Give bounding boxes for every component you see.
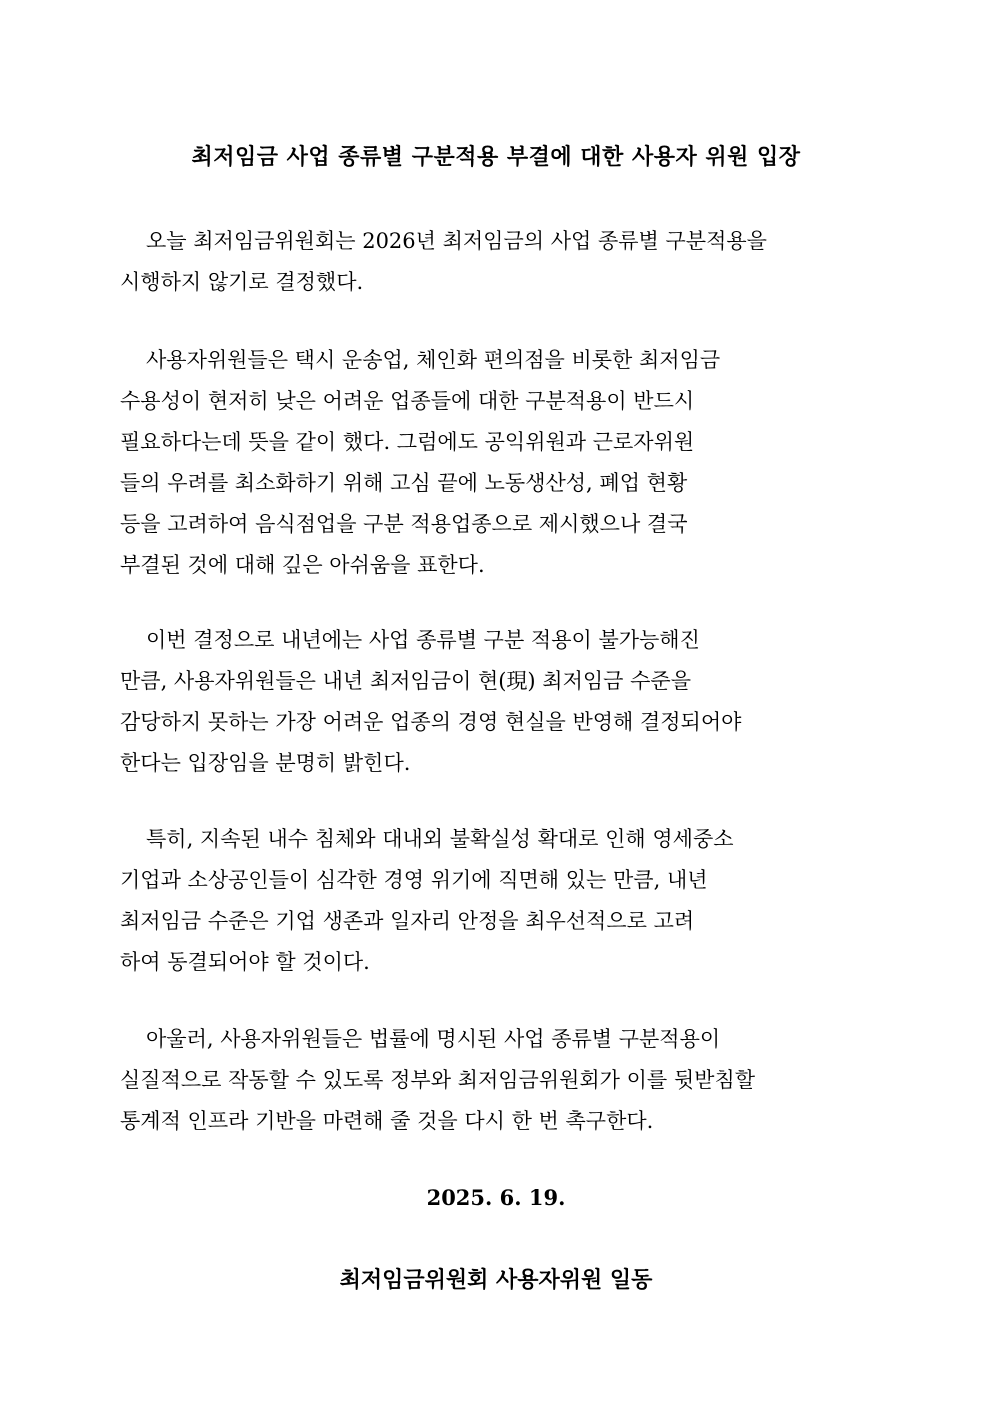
paragraph-line: 통계적 인프라 기반을 마련해 줄 것을 다시 한 번 촉구한다. [120, 1109, 654, 1133]
paragraph-decision [120, 221, 874, 303]
paragraph-line: 부결된 것에 대해 깊은 아쉬움을 표한다. [120, 553, 485, 577]
paragraph-line: 오늘 최저임금위원회는 2026년 최저임금의 사업 종류별 구분적용을 [146, 229, 767, 253]
paragraph-line: 하여 동결되어야 할 것이다. [120, 950, 370, 974]
paragraph-line: 만큼, 사용자위원들은 내년 최저임금이 현(現) 최저임금 수준을 [120, 669, 691, 693]
paragraph-line: 실질적으로 작동할 수 있도록 정부와 최저임금위원회가 이를 뒷받침할 [120, 1068, 756, 1092]
paragraph-position [120, 620, 874, 784]
document-title: 최저임금 사업 종류별 구분적용 부결에 대한 사용자 위원 입장 [191, 144, 801, 170]
paragraph-line: 최저임금 수준은 기업 생존과 일자리 안정을 최우선적으로 고려 [120, 909, 695, 933]
document-date: 2025. 6. 19. [426, 1185, 566, 1210]
paragraph-line: 수용성이 현저히 낮은 어려운 업종들에 대한 구분적용이 반드시 [120, 389, 695, 413]
paragraph-line: 시행하지 않기로 결정했다. [120, 270, 364, 294]
paragraph-regret [120, 340, 874, 586]
paragraph-freeze [120, 819, 874, 983]
paragraph-line: 필요하다는데 뜻을 같이 했다. 그럼에도 공익위원과 근로자위원 [120, 430, 695, 454]
paragraph-line: 특히, 지속된 내수 침체와 대내외 불확실성 확대로 인해 영세중소 [146, 827, 734, 851]
document-signature: 최저임금위원회 사용자위원 일동 [339, 1267, 653, 1293]
paragraph-line: 들의 우려를 최소화하기 위해 고심 끝에 노동생산성, 폐업 현황 [120, 471, 688, 495]
paragraph-line: 아울러, 사용자위원들은 법률에 명시된 사업 종류별 구분적용이 [146, 1027, 721, 1051]
paragraph-line: 기업과 소상공인들이 심각한 경영 위기에 직면해 있는 만큼, 내년 [120, 868, 708, 892]
paragraph-request [120, 1019, 874, 1142]
paragraph-line: 사용자위원들은 택시 운송업, 체인화 편의점을 비롯한 최저임금 [146, 348, 721, 372]
paragraph-line: 등을 고려하여 음식점업을 구분 적용업종으로 제시했으나 결국 [120, 512, 688, 536]
paragraph-line: 이번 결정으로 내년에는 사업 종류별 구분 적용이 불가능해진 [146, 628, 700, 652]
paragraph-line: 한다는 입장임을 분명히 밝힌다. [120, 751, 411, 775]
paragraph-line: 감당하지 못하는 가장 어려운 업종의 경영 현실을 반영해 결정되어야 [120, 710, 742, 734]
